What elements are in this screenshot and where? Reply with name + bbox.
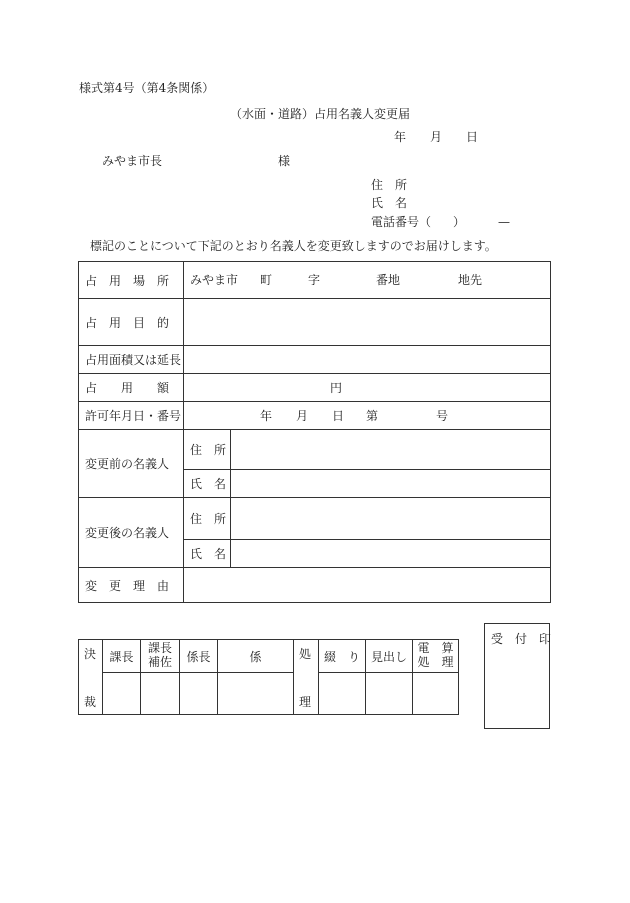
kakaricho-label: 係長: [180, 640, 218, 673]
approval-table: [78, 639, 459, 715]
after-address-label: 住 所: [184, 498, 231, 540]
row-permit: [79, 402, 551, 430]
shori-bottom: 理: [299, 695, 312, 709]
midashi-label: 見出し: [366, 640, 413, 673]
densan-label: [413, 640, 459, 673]
purpose-label: 占 用 目 的: [79, 299, 184, 346]
kessai-bottom: 裁: [84, 695, 97, 709]
before-label: 変更前の名義人: [79, 430, 184, 498]
receipt-label: 受 付 印: [491, 632, 552, 646]
kakaricho-stamp[interactable]: [180, 673, 218, 715]
kessai-cell: [79, 640, 103, 715]
kacho-hosa-stamp[interactable]: [141, 673, 180, 715]
place-saki: 地先: [458, 273, 483, 287]
date-year: 年: [394, 130, 407, 144]
purpose-value[interactable]: [184, 299, 551, 346]
form-number: 様式第4号（第4条関係）: [79, 81, 215, 95]
densan-stamp[interactable]: [413, 673, 459, 715]
place-value[interactable]: [184, 262, 551, 299]
permit-year: 年: [260, 409, 273, 423]
area-label: 占用面積又は延長: [79, 346, 184, 374]
shori-cell: [294, 640, 319, 715]
form-title: （水面・道路）占用名義人変更届: [230, 107, 411, 121]
row-amount: [79, 374, 551, 402]
kacho-hosa-label: [141, 640, 180, 673]
after-address-value[interactable]: [231, 498, 551, 540]
applicant-address-label: 住 所: [371, 178, 408, 192]
receipt-stamp-box[interactable]: [484, 623, 550, 729]
place-city: みやま市: [190, 273, 239, 287]
tsuzuri-stamp[interactable]: [319, 673, 366, 715]
applicant-name-label: 氏 名: [371, 196, 408, 210]
place-label: 占 用 場 所: [79, 262, 184, 299]
kacho-hosa-line2: 補佐: [147, 655, 172, 670]
permit-value[interactable]: [184, 402, 551, 430]
after-name-value[interactable]: [231, 540, 551, 568]
amount-value[interactable]: [184, 374, 551, 402]
place-aza: 字: [308, 273, 321, 287]
area-value[interactable]: [184, 346, 551, 374]
row-place: [79, 262, 551, 299]
amount-label: 占 用 額: [79, 374, 184, 402]
kakari-label: 係: [218, 640, 294, 673]
row-after-address: [79, 498, 551, 540]
kakari-stamp[interactable]: [218, 673, 294, 715]
addressee-name: みやま市長: [102, 154, 163, 168]
row-purpose: [79, 299, 551, 346]
place-town: 町: [260, 273, 273, 287]
permit-day: 日: [332, 409, 345, 423]
after-name-label: 氏 名: [184, 540, 231, 568]
date-day: 日: [466, 130, 479, 144]
addressee-honorific: 様: [278, 154, 291, 168]
permit-dai: 第: [366, 409, 379, 423]
place-banchi: 番地: [376, 273, 401, 287]
kacho-stamp[interactable]: [103, 673, 141, 715]
main-form-table: [78, 261, 551, 603]
kacho-hosa-line1: 課長: [147, 641, 172, 656]
densan-line1: 電 算: [417, 641, 454, 656]
applicant-phone-label: 電話番号（: [371, 215, 432, 229]
permit-month: 月: [296, 409, 309, 423]
applicant-phone-dash: —: [498, 215, 510, 229]
row-reason: [79, 568, 551, 603]
applicant-phone-close: ）: [453, 215, 466, 229]
reason-value[interactable]: [184, 568, 551, 603]
before-name-label: 氏 名: [184, 470, 231, 498]
row-area: [79, 346, 551, 374]
shori-top: 処: [299, 647, 312, 661]
densan-line2: 処 理: [417, 655, 454, 670]
before-address-label: 住 所: [184, 430, 231, 470]
kacho-label: 課長: [103, 640, 141, 673]
permit-go: 号: [436, 409, 449, 423]
tsuzuri-label: 綴 り: [319, 640, 366, 673]
reason-label: 変 更 理 由: [79, 568, 184, 603]
before-name-value[interactable]: [231, 470, 551, 498]
after-label: 変更後の名義人: [79, 498, 184, 568]
amount-unit: 円: [330, 381, 343, 395]
midashi-stamp[interactable]: [366, 673, 413, 715]
intro-text: 標記のことについて下記のとおり名義人を変更致しますのでお届けします。: [90, 239, 497, 253]
permit-label: 許可年月日・番号: [79, 402, 184, 430]
kessai-top: 決: [84, 647, 97, 661]
row-before-address: [79, 430, 551, 470]
before-address-value[interactable]: [231, 430, 551, 470]
date-month: 月: [430, 130, 443, 144]
